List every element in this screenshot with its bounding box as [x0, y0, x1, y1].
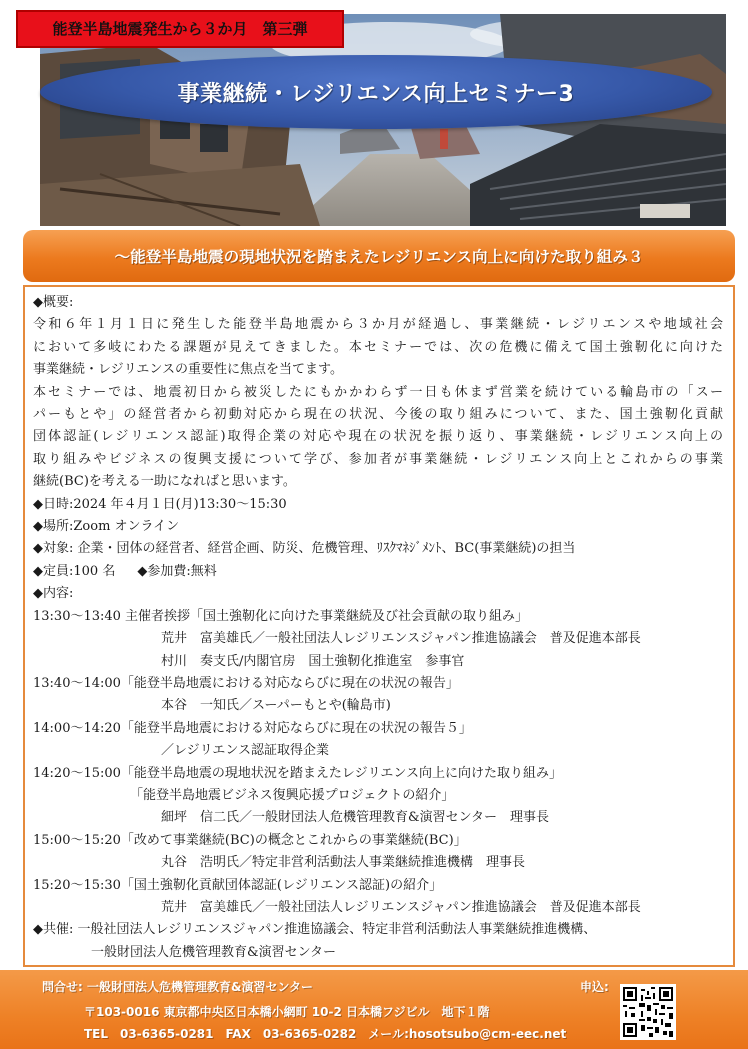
- subtitle-banner: [23, 230, 735, 282]
- subtitle-text: ～能登半島地震の現地状況を踏まえたレジリエンス向上に向けた取り組み３: [114, 248, 644, 266]
- capacity: ◆定員:100 名: [33, 563, 116, 579]
- overview-line: 本セミナーでは、地震初日から被災したにもかかわらず一日も休まず営業を続けている輪島市の「スー: [33, 384, 723, 400]
- overview-line: 団体認証(レジリエンス認証)取得企業の対応や現在の状況を振り返り、事業継続・レジリエンス向上の: [33, 429, 723, 445]
- overview-line: 令和６年１月１日に発生した能登半島地震から３か月が経過し、事業継続・レジリエンスや地域社会: [33, 317, 723, 333]
- program-item: 14:20～15:00「能登半島地震の現地状況を踏まえたレジリエンス向上に向けた取り組み」: [33, 765, 562, 781]
- program-heading: ◆内容:: [33, 586, 74, 602]
- overview-line: 事業継続・レジリエンスの重要性に焦点を当てます。: [33, 362, 343, 378]
- series-tag: 能登半島地震発生から３か月 第三弾: [16, 10, 344, 48]
- program-item: 14:00～14:20「能登半島地震における対応ならびに現在の状況の報告５」: [33, 720, 472, 736]
- cohost-line: 一般財団法人危機管理教育&演習センター: [91, 944, 337, 960]
- program-item: 15:20～15:30「国土強靭化貢献団体認証(レジリエンス認証)の紹介」: [33, 877, 443, 893]
- program-speaker: 村川 奏支氏/内閣官房 国土強靭化推進室 参事官: [161, 653, 465, 669]
- program-item: 13:30～13:40 主催者挨拶「国土強靭化に向けた事業継続及び社会貢献の取り組み」: [33, 608, 529, 624]
- overview-heading: ◆概要:: [33, 295, 74, 310]
- program-speaker: 荒井 富美雄氏／一般社団法人レジリエンスジャパン推進協議会 普及促進本部長: [161, 631, 641, 647]
- contact-info[interactable]: TEL 03-6365-0281 FAX 03-6365-0282 メール:hosotsubo@cm-eec.net: [84, 1027, 567, 1041]
- datetime: ◆日時:2024 年４月１日(月)13:30～15:30: [33, 496, 287, 512]
- inquiry-label: 問合せ: 一般財団法人危機管理教育&演習センター: [42, 980, 313, 994]
- program-speaker: 荒井 富美雄氏／一般社団法人レジリエンスジャパン推進協議会 普及促進本部長: [161, 899, 641, 915]
- program-speaker: 細坪 信二氏／一般財団法人危機管理教育&演習センター 理事長: [161, 810, 550, 826]
- program-item: 13:40～14:00「能登半島地震における対応ならびに現在の状況の報告」: [33, 675, 459, 691]
- target-audience: ◆対象: 企業・団体の経営者、経営企画、防災、危機管理、ﾘｽｸﾏﾈｼﾞﾒﾝﾄ、BC(事業継続)の担当: [33, 541, 576, 557]
- overview-line: パーもとや」の経営者から初動対応から現在の状況、今後の取り組みについて、また、国土強靭化貢献: [33, 407, 723, 423]
- qr-code-icon[interactable]: [620, 984, 676, 1040]
- overview-line: において多岐にわたる課題が見えてきました。本セミナーでは、次の危機に備えて国土強靭化に向けた: [33, 339, 723, 355]
- fee: ◆参加費:無料: [137, 563, 217, 579]
- program-speaker: ／レジリエンス認証取得企業: [161, 743, 330, 759]
- title-banner: [40, 55, 712, 129]
- page-title: 事業継続・レジリエンス向上セミナー3: [177, 81, 575, 107]
- address: 〒103-0016 東京都中央区日本橋小網町 10-2 日本橋フジビル 地下１階: [84, 1005, 490, 1019]
- overview-line: 継続(BC)を考える一助になればと思います。: [33, 474, 296, 490]
- program-subtitle: 「能登半島地震ビジネス復興応援プロジェクトの紹介」: [130, 787, 455, 803]
- seminar-details: [33, 292, 723, 964]
- apply-label: 申込:: [580, 980, 609, 994]
- place: ◆場所:Zoom オンライン: [33, 519, 180, 535]
- overview-line: 取り組みやビジネスの復興支援について学び、参加者が事業継続・レジリエンス向上とこれからの事業: [33, 451, 723, 467]
- cohost-line: ◆共催: 一般社団法人レジリエンスジャパン推進協議会、特定非営利活動法人事業継続推進機構、: [33, 922, 597, 938]
- program-speaker: 丸谷 浩明氏／特定非営利活動法人事業継続推進機構 理事長: [161, 855, 526, 871]
- program-item: 15:00～15:20「改めて事業継続(BC)の概念とこれからの事業継続(BC)」: [33, 832, 467, 848]
- capacity-fee-row: [33, 561, 723, 583]
- program-speaker: 本谷 一知氏／スーパーもとや(輪島市): [161, 698, 391, 714]
